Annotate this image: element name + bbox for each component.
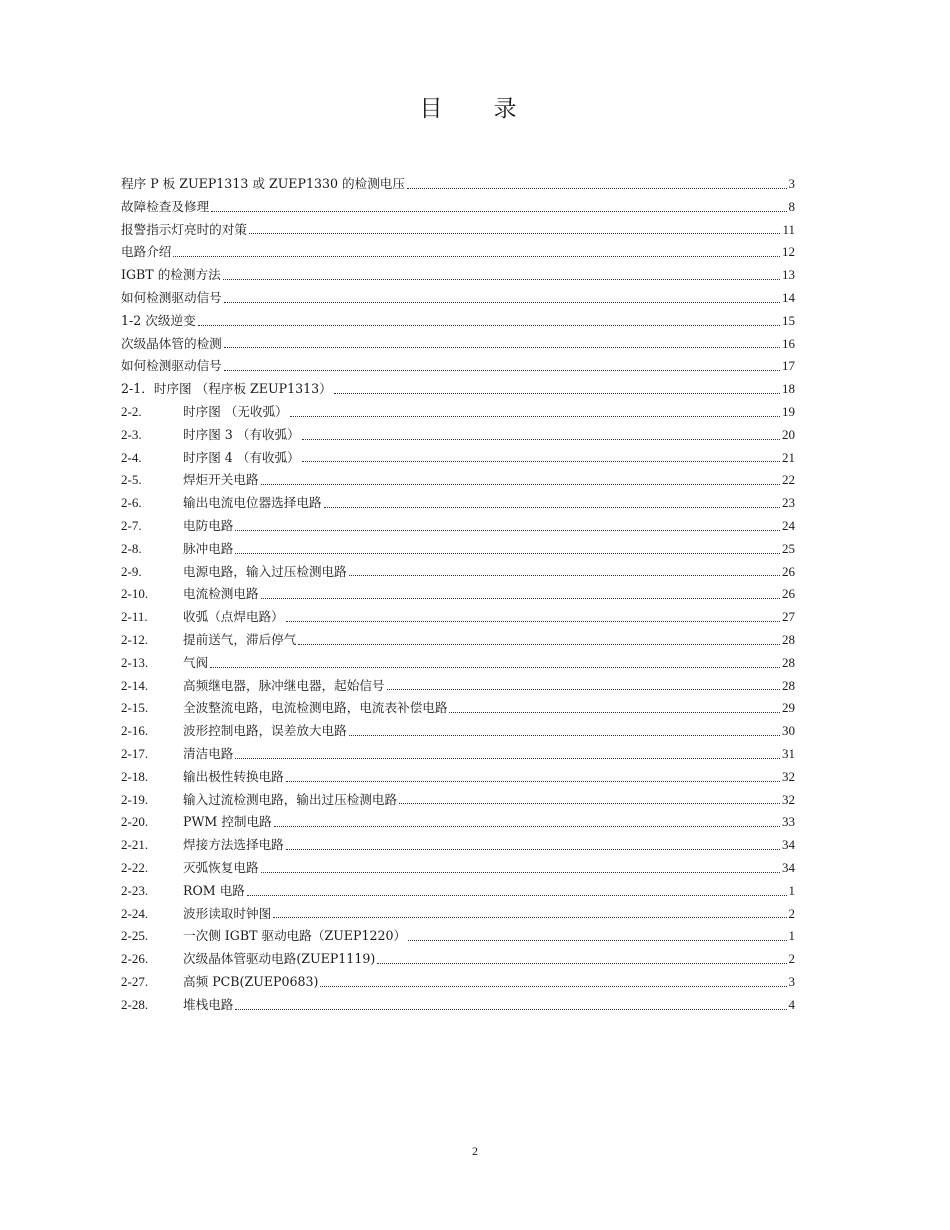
toc-leader-dots — [211, 211, 786, 212]
toc-entry-page: 3 — [788, 973, 795, 989]
toc-entry[interactable] — [121, 629, 795, 652]
toc-entry-page: 20 — [782, 426, 795, 442]
toc-entry-number: 2-19. — [121, 791, 149, 807]
toc-entry-page: 32 — [782, 768, 795, 784]
toc-entry-page: 16 — [782, 335, 795, 351]
toc-leader-dots — [235, 553, 780, 554]
toc-entry[interactable] — [121, 515, 795, 538]
toc-leader-dots — [223, 279, 780, 280]
toc-leader-dots — [173, 256, 780, 257]
toc-entry-page: 18 — [782, 381, 795, 397]
toc-entry-label: 一次侧 IGBT 驱动电路（ZUEP1220） — [183, 928, 407, 944]
toc-entry-label: 1-2 次级逆变 — [121, 312, 196, 328]
toc-entry[interactable] — [121, 606, 795, 629]
toc-leader-dots — [286, 781, 780, 782]
toc-entry[interactable] — [121, 196, 795, 219]
toc-entry[interactable] — [121, 378, 795, 401]
toc-entry[interactable] — [121, 173, 795, 196]
toc-leader-dots — [286, 621, 780, 622]
toc-entry-number: 2-24. — [121, 905, 149, 921]
toc-entry-label: 程序 P 板 ZUEP1313 或 ZUEP1330 的检测电压 — [121, 176, 405, 191]
toc-entry-label: 电源电路，输入过压检测电路 — [183, 563, 347, 579]
toc-entry-page: 1 — [788, 928, 795, 944]
toc-entry[interactable] — [121, 675, 795, 698]
toc-entry[interactable] — [121, 333, 795, 356]
toc-entry-number: 2-8. — [121, 540, 142, 556]
toc-entry-number: 2-17. — [121, 745, 149, 761]
toc-leader-dots — [224, 370, 780, 371]
toc-entry-label: 高频继电器，脉冲继电器，起始信号 — [183, 677, 385, 693]
toc-entry[interactable] — [121, 948, 795, 971]
toc-leader-dots — [235, 758, 780, 759]
toc-entry[interactable] — [121, 697, 795, 720]
toc-entry-page: 32 — [782, 791, 795, 807]
toc-entry[interactable] — [121, 492, 795, 515]
toc-entry[interactable] — [121, 241, 795, 264]
toc-entry-page: 28 — [782, 631, 795, 647]
toc-entry-number: 2-11. — [121, 609, 148, 625]
toc-leader-dots — [290, 416, 780, 417]
toc-entry[interactable] — [121, 583, 795, 606]
toc-leader-dots — [302, 461, 780, 462]
toc-entry[interactable] — [121, 561, 795, 584]
toc-entry-label: 灭弧恢复电路 — [183, 859, 259, 875]
toc-entry-number: 2-20. — [121, 814, 149, 830]
toc-leader-dots — [261, 484, 780, 485]
toc-entry-page: 23 — [782, 495, 795, 511]
toc-leader-dots — [320, 986, 786, 987]
toc-entry[interactable] — [121, 743, 795, 766]
toc-leader-dots — [249, 233, 781, 234]
toc-entry-label: 输出极性转换电路 — [183, 768, 284, 784]
toc-entry[interactable] — [121, 355, 795, 378]
page-title: 目 录 — [419, 96, 531, 122]
toc-leader-dots — [407, 188, 787, 189]
toc-entry-label: 提前送气，滞后停气 — [183, 631, 297, 647]
toc-entry-number: 2-4. — [121, 449, 142, 465]
toc-entry-page: 11 — [782, 221, 795, 237]
toc-entry-page: 31 — [782, 745, 795, 761]
toc-entry-page: 13 — [782, 267, 795, 283]
toc-leader-dots — [298, 644, 780, 645]
toc-entry[interactable] — [121, 469, 795, 492]
toc-entry[interactable] — [121, 219, 795, 242]
toc-entry[interactable] — [121, 834, 795, 857]
toc-entry-page: 33 — [782, 814, 795, 830]
toc-leader-dots — [324, 507, 780, 508]
toc-entry[interactable] — [121, 903, 795, 926]
toc-entry-page: 28 — [782, 654, 795, 670]
toc-entry-page: 27 — [782, 609, 795, 625]
toc-entry-label: PWM 控制电路 — [183, 814, 272, 830]
toc-entry-number: 2-25. — [121, 928, 149, 944]
toc-entry-number: 2-26. — [121, 951, 149, 967]
toc-leader-dots — [408, 940, 786, 941]
toc-entry-label: 次级晶体管驱动电路(ZUEP1119) — [183, 951, 376, 967]
toc-entry-label: 高频 PCB(ZUEP0683) — [183, 973, 319, 989]
toc-entry-label: 堆栈电路 — [183, 996, 234, 1012]
toc-entry[interactable] — [121, 264, 795, 287]
toc-entry-number: 2-16. — [121, 723, 149, 739]
toc-entry[interactable] — [121, 310, 795, 333]
toc-entry-label: 故障检查及修理 — [121, 198, 210, 214]
toc-leader-dots — [210, 667, 780, 668]
toc-entry-number: 2-12. — [121, 631, 149, 647]
toc-leader-dots — [377, 963, 786, 964]
toc-entry-number: 2-13. — [121, 654, 149, 670]
toc-entry-label: 时序图 （无收弧） — [183, 403, 288, 419]
toc-entry[interactable] — [121, 789, 795, 812]
toc-entry-label: 焊炬开关电路 — [183, 472, 259, 488]
toc-entry-label: ROM 电路 — [183, 882, 245, 898]
toc-entry-label: 输出电流电位器选择电路 — [183, 495, 322, 511]
toc-entry-label: 输入过流检测电路，输出过压检测电路 — [183, 791, 398, 807]
toc-leader-dots — [235, 530, 780, 531]
toc-entry-label: IGBT 的检测方法 — [121, 267, 221, 283]
toc-entry-page: 2 — [788, 951, 795, 967]
toc-entry-label: 脉冲电路 — [183, 540, 234, 556]
toc-entry-label: 收弧（点焊电路） — [183, 609, 284, 625]
toc-entry-page: 3 — [788, 176, 795, 191]
toc-entry-label: 电防电路 — [183, 517, 234, 533]
toc-entry-label: 清洁电路 — [183, 745, 234, 761]
toc-entry-label: 2-1．时序图 （程序板 ZEUP1313） — [121, 381, 332, 397]
toc-leader-dots — [198, 325, 780, 326]
table-of-contents — [121, 173, 795, 1016]
toc-leader-dots — [399, 803, 780, 804]
toc-entry-page: 25 — [782, 540, 795, 556]
toc-entry-page: 14 — [782, 289, 795, 305]
toc-entry-page: 29 — [782, 700, 795, 716]
toc-entry[interactable] — [121, 720, 795, 743]
toc-leader-dots — [387, 689, 781, 690]
toc-entry-page: 26 — [782, 563, 795, 579]
toc-entry-page: 22 — [782, 472, 795, 488]
toc-entry-label: 时序图 3 （有收弧） — [183, 426, 300, 442]
toc-entry[interactable] — [121, 994, 795, 1017]
toc-entry-page: 19 — [782, 403, 795, 419]
toc-entry-number: 2-28. — [121, 996, 149, 1012]
toc-entry-number: 2-27. — [121, 973, 149, 989]
toc-entry-label: 焊接方法选择电路 — [183, 837, 284, 853]
toc-entry[interactable] — [121, 925, 795, 948]
toc-leader-dots — [224, 347, 780, 348]
toc-entry-label: 气阀 — [183, 654, 209, 670]
toc-entry[interactable] — [121, 538, 795, 561]
toc-entry-number: 2-22. — [121, 859, 149, 875]
toc-entry[interactable] — [121, 857, 795, 880]
toc-leader-dots — [247, 895, 787, 896]
toc-entry-page: 15 — [782, 312, 795, 328]
toc-leader-dots — [274, 826, 780, 827]
toc-entry-label: 波形控制电路，误差放大电路 — [183, 723, 347, 739]
toc-entry-label: 如何检测驱动信号 — [121, 358, 222, 374]
toc-entry-number: 2-21. — [121, 837, 149, 853]
toc-entry[interactable] — [121, 880, 795, 903]
toc-entry-page: 34 — [782, 837, 795, 853]
toc-leader-dots — [349, 575, 780, 576]
toc-entry-number: 2-10. — [121, 586, 149, 602]
toc-entry-page: 2 — [788, 905, 795, 921]
toc-entry-label: 时序图 4 （有收弧） — [183, 449, 300, 465]
toc-entry-label: 如何检测驱动信号 — [121, 289, 222, 305]
toc-entry-number: 2-15. — [121, 700, 149, 716]
toc-leader-dots — [449, 712, 780, 713]
toc-entry-page: 8 — [788, 198, 795, 214]
toc-entry-page: 4 — [788, 996, 795, 1012]
toc-entry-page: 34 — [782, 859, 795, 875]
toc-entry-label: 波形读取时钟图 — [183, 905, 272, 921]
toc-leader-dots — [286, 849, 780, 850]
toc-entry-label: 次级晶体管的检测 — [121, 335, 222, 351]
toc-entry-number: 2-7. — [121, 517, 142, 533]
toc-entry-page: 30 — [782, 723, 795, 739]
toc-leader-dots — [224, 302, 780, 303]
toc-entry-page: 24 — [782, 517, 795, 533]
toc-entry[interactable] — [121, 811, 795, 834]
toc-entry-label: 全波整流电路，电流检测电路，电流表补偿电路 — [183, 700, 448, 716]
toc-entry[interactable] — [121, 652, 795, 675]
toc-leader-dots — [349, 735, 780, 736]
toc-leader-dots — [235, 1009, 786, 1010]
toc-entry-page: 26 — [782, 586, 795, 602]
toc-entry-label: 报警指示灯亮时的对策 — [121, 221, 247, 237]
toc-entry-page: 21 — [782, 449, 795, 465]
toc-entry[interactable] — [121, 766, 795, 789]
toc-entry-page: 17 — [782, 358, 795, 374]
toc-entry-number: 2-18. — [121, 768, 149, 784]
toc-entry-number: 2-5. — [121, 472, 142, 488]
toc-leader-dots — [334, 393, 780, 394]
toc-entry[interactable] — [121, 447, 795, 470]
toc-entry-page: 1 — [788, 882, 795, 898]
toc-entry-number: 2-14. — [121, 677, 149, 693]
toc-entry-number: 2-3. — [121, 426, 142, 442]
toc-leader-dots — [273, 917, 786, 918]
toc-leader-dots — [261, 598, 780, 599]
toc-entry-page: 28 — [782, 677, 795, 693]
toc-entry-page: 12 — [782, 244, 795, 260]
toc-entry[interactable] — [121, 287, 795, 310]
toc-entry-label: 电流检测电路 — [183, 586, 259, 602]
toc-entry-number: 2-2. — [121, 403, 142, 419]
page-number: 2 — [472, 1144, 478, 1158]
toc-entry[interactable] — [121, 424, 795, 447]
toc-entry-label: 电路介绍 — [121, 244, 172, 260]
toc-entry[interactable] — [121, 401, 795, 424]
toc-entry-number: 2-6. — [121, 495, 142, 511]
toc-entry[interactable] — [121, 971, 795, 994]
toc-entry-number: 2-9. — [121, 563, 142, 579]
toc-entry-number: 2-23. — [121, 882, 149, 898]
toc-leader-dots — [261, 872, 780, 873]
toc-leader-dots — [302, 439, 780, 440]
